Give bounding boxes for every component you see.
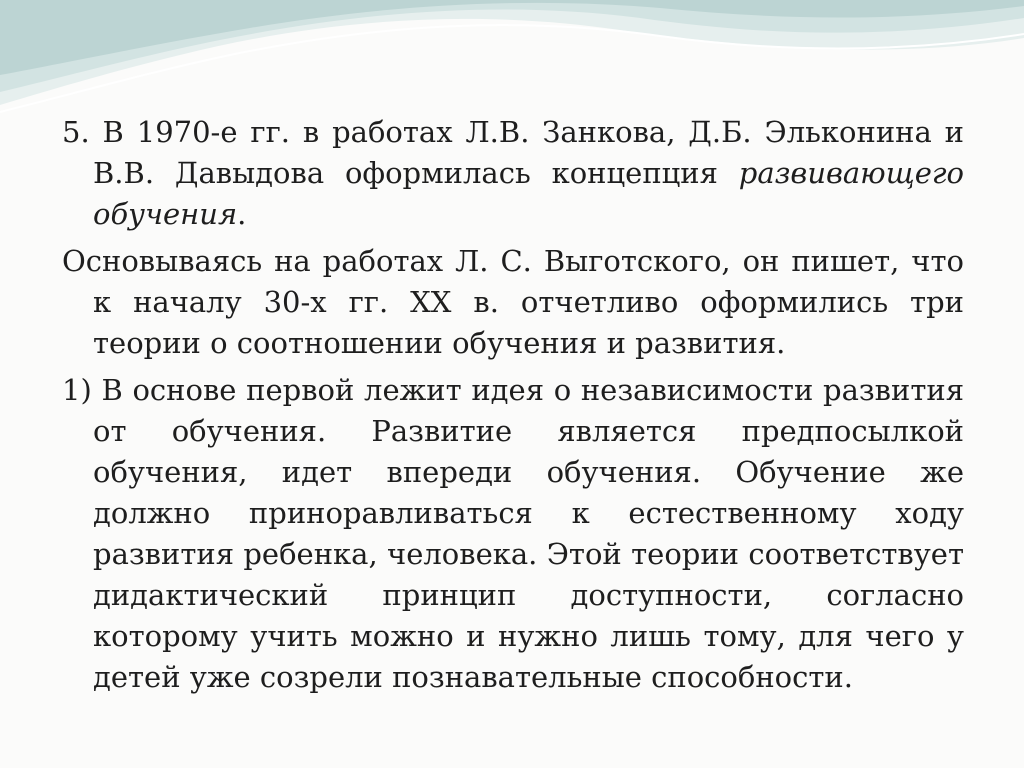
paragraph-1-end: . [237,197,247,231]
paragraph-1 [62,112,964,235]
paragraph-1-italic-term: развивающего обучения [93,156,964,231]
decorative-wave-header [0,0,1024,130]
paragraph-1-text: 5. В 1970-е гг. в работах Л.В. Занкова, Д.Б. Эльконина и В.В. Давыдова оформилась концепция [62,115,964,190]
paragraph-3: 1) В основе первой лежит идея о независимости развития от обучения. Развитие является предпосылкой обучения, идет впереди обучения. Обучение же должно приноравливаться к естественному ходу развития ребенка, человека. Этой теории соответствует дидактический принцип доступности, согласно которому учить можно и нужно лишь тому, для чего у детей уже созрели познавательные способности. [62,373,964,694]
paragraph-2: Основываясь на работах Л. С. Выготского, он пишет, что к началу 30-х гг. XX в. отчетливо оформились три теории о соотношении обучения и развития. [62,244,964,360]
slide-body [62,112,964,704]
